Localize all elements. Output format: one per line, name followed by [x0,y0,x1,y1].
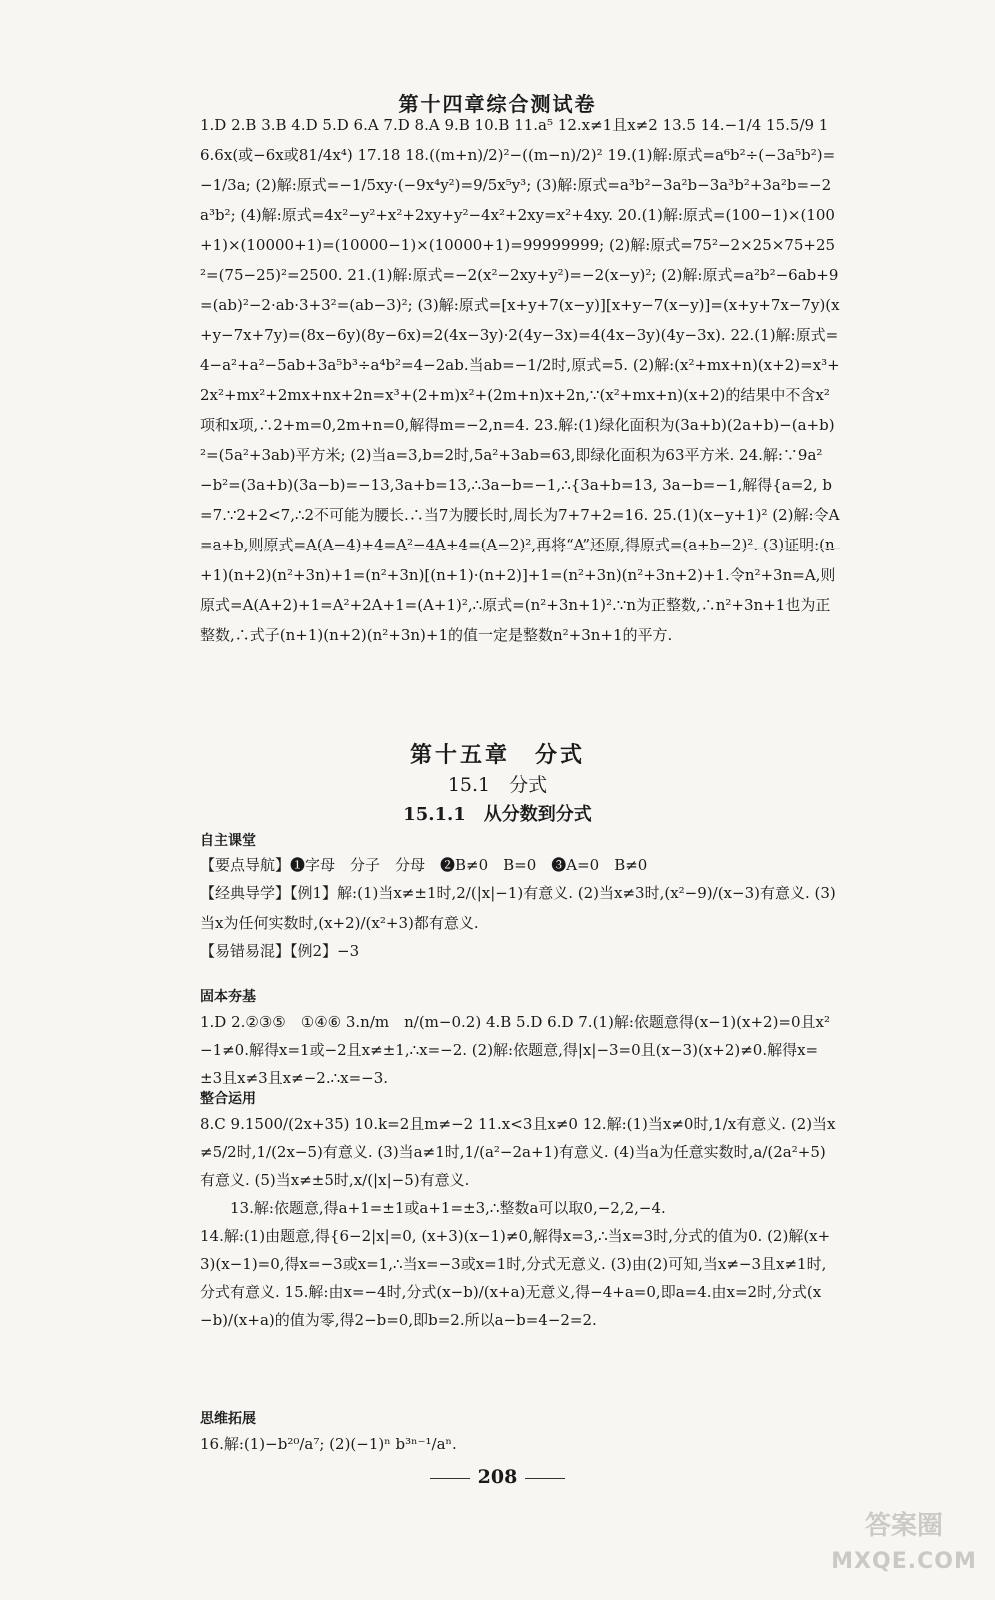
zizhu-line3: 【易错易混】【例2】−3 [200,942,360,960]
page-number [0,1466,995,1488]
zizhu-line1: 【要点导航】❶字母 分子 分母 ❷B≠0 B=0 ❸A=0 B≠0 [200,856,648,874]
guben-heading: 固本夯基 [200,989,256,1005]
zhenghe-body1: 8.C 9.1500/(2x+35) 10.k=2且m≠−2 11.x<3且x≠0 12.解:(1)当x≠0时,1/x有意义. (2)当x≠5/2时,1/(2x−5)有意义. (3)当a≠1时,1/(a²−2a+1)有意义. (4)当a为任意实数时,a/(2a²+5)有意义. (5)当x≠±5时,x/(|x|−5)有意义. [200,1115,836,1189]
guben-body: 1.D 2.②③⑤ ①④⑥ 3.n/m n/(m−0.2) 4.B 5.D 6.D 7.(1)解:依题意得(x−1)(x+2)=0且x²−1≠0.解得x=1或−2且x≠±1,∴x=−2. (2)解:依题意,得|x|−3=0且(x−3)(x+2)≠0.解得x=±3且x≠3且x≠−2.∴x=−3. [200,1013,831,1087]
zizhu-line2: 【经典导学】【例1】解:(1)当x≠±1时,2/(|x|−1)有意义. (2)当x≠3时,(x²−9)/(x−3)有意义. (3)当x为任何实数时,(x+2)/(x²+3)都有意义. [200,884,836,932]
zhenghe-heading: 整合运用 [200,1091,256,1107]
watermark-logo [829,1502,979,1580]
siwei-heading: 思维拓展 [200,1411,256,1427]
chapter14-title: 第十四章综合测试卷 [398,92,597,116]
zizhu-heading: 自主课堂 [200,833,256,849]
watermark-line2: MXQE.COM [831,1549,977,1574]
zhenghe-body2: 13.解:依题意,得a+1=±1或a+1=±3,∴整数a可以取0,−2,2,−4. [230,1199,666,1217]
chapter14-answers: 1.D 2.B 3.B 4.D 5.D 6.A 7.D 8.A 9.B 10.B 11.a⁵ 12.x≠1且x≠2 13.5 14.−1/4 15.5/9 16.6x(或−6x或81/4x⁴) 17.18 18.((m+n)/2)²−((m−n)/2)² 19.(1)解:原式=a⁶b²÷(−3a⁵b²)=−1/3a; (2)解:原式=−1/5xy·(−9x⁴y²)=9/5x⁵y³; (3)解:原式=a³b²−3a²b−3a³b²+3a²b=−2a³b²; (4)解:原式=4x²−y²+x²+2xy+y²−4x²+2xy=x²+4xy. 20.(1)解:原式=(100−1)×(100+1)×(10000+1)=(10000−1)×(10000+1)=99999999; (2)解:原式=75²−2×25×75+25²=(75−25)²=2500. 21.(1)解:原式=−2(x²−2xy+y²)=−2(x−y)²; (2)解:原式=a²b²−6ab+9=(ab)²−2·ab·3+3²=(ab−3)²; (3)解:原式=[x+y+7(x−y)][x+y−7(x−y)]=(x+y+7x−7y)(x+y−7x+7y)=(8x−6y)(8y−6x)=2(4x−3y)·2(4y−3x)=4(4x−3y)(4y−3x). 22.(1)解:原式=4−a²+a²−5ab+3a⁵b³÷a⁴b²=4−2ab.当ab=−1/2时,原式=5. (2)解:(x²+mx+n)(x+2)=x³+2x²+mx²+2mx+nx+2n=x³+(2+m)x²+(2m+n)x+2n,∵(x²+mx+n)(x+2)的结果中不含x²项和x项,∴2+m=0,2m+n=0,解得m=−2,n=4. 23.解:(1)绿化面积为(3a+b)(2a+b)−(a+b)²=(5a²+3ab)平方米; (2)当a=3,b=2时,5a²+3ab=63,即绿化面积为63平方米. 24.解:∵9a²−b²=(3a+b)(3a−b)=−13,3a+b=13,∴3a−b=−1,∴{3a+b=13, 3a−b=−1,解得{a=2, b=7.∵2+2<7,∴2不可能为腰长.∴当7为腰长时,周长为7+7+2=16. 25.(1)(x−y+1)² (2)解:令A=a+b,则原式=A(A−4)+4=A²−4A+4=(A−2)²,再将“A”还原,得原式=(a+b−2)². (3)证明:(n+1)(n+2)(n²+3n)+1=(n²+3n)[(n+1)·(n+2)]+1=(n²+3n)(n²+3n+2)+1.令n²+3n=A,则原式=A(A+2)+1=A²+2A+1=(A+1)²,∴原式=(n²+3n+1)².∵n为正整数,∴n²+3n+1也为正整数,∴式子(n+1)(n+2)(n²+3n)+1的值一定是整数n²+3n+1的平方. [200,116,840,644]
page-number-dash-left [430,1478,470,1479]
scan-line-divider [200,548,840,549]
guben-block [200,986,840,1092]
siwei-block [200,1408,840,1458]
zizhu-block [200,830,840,964]
chapter15-title: 第十五章 分式 [409,742,585,768]
siwei-body: 16.解:(1)−b²⁰/a⁷; (2)(−1)ⁿ b³ⁿ⁻¹/aⁿ. [200,1435,457,1453]
page-number-text: 208 [477,1466,518,1488]
watermark-line1: 答案圈 [864,1511,944,1541]
subsection-title: 15.1.1 从分数到分式 [403,804,592,825]
zhenghe-block [200,1088,840,1334]
zhenghe-body3: 14.解:(1)由题意,得{6−2|x|=0, (x+3)(x−1)≠0,解得x=3,∴当x=3时,分式的值为0. (2)解(x+3)(x−1)=0,得x=−3或x=1,∴当x=−3或x=1时,分式无意义. (3)由(2)可知,当x≠−3且x≠1时,分式有意义. 15.解:由x=−4时,分式(x−b)/(x+a)无意义,得−4+a=0,即a=4.由x=2时,分式(x−b)/(x+a)的值为零,得2−b=0,即b=2.所以a−b=4−2=2. [200,1227,831,1329]
section-title: 15.1 分式 [447,774,548,796]
page-number-dash-right [525,1478,565,1479]
